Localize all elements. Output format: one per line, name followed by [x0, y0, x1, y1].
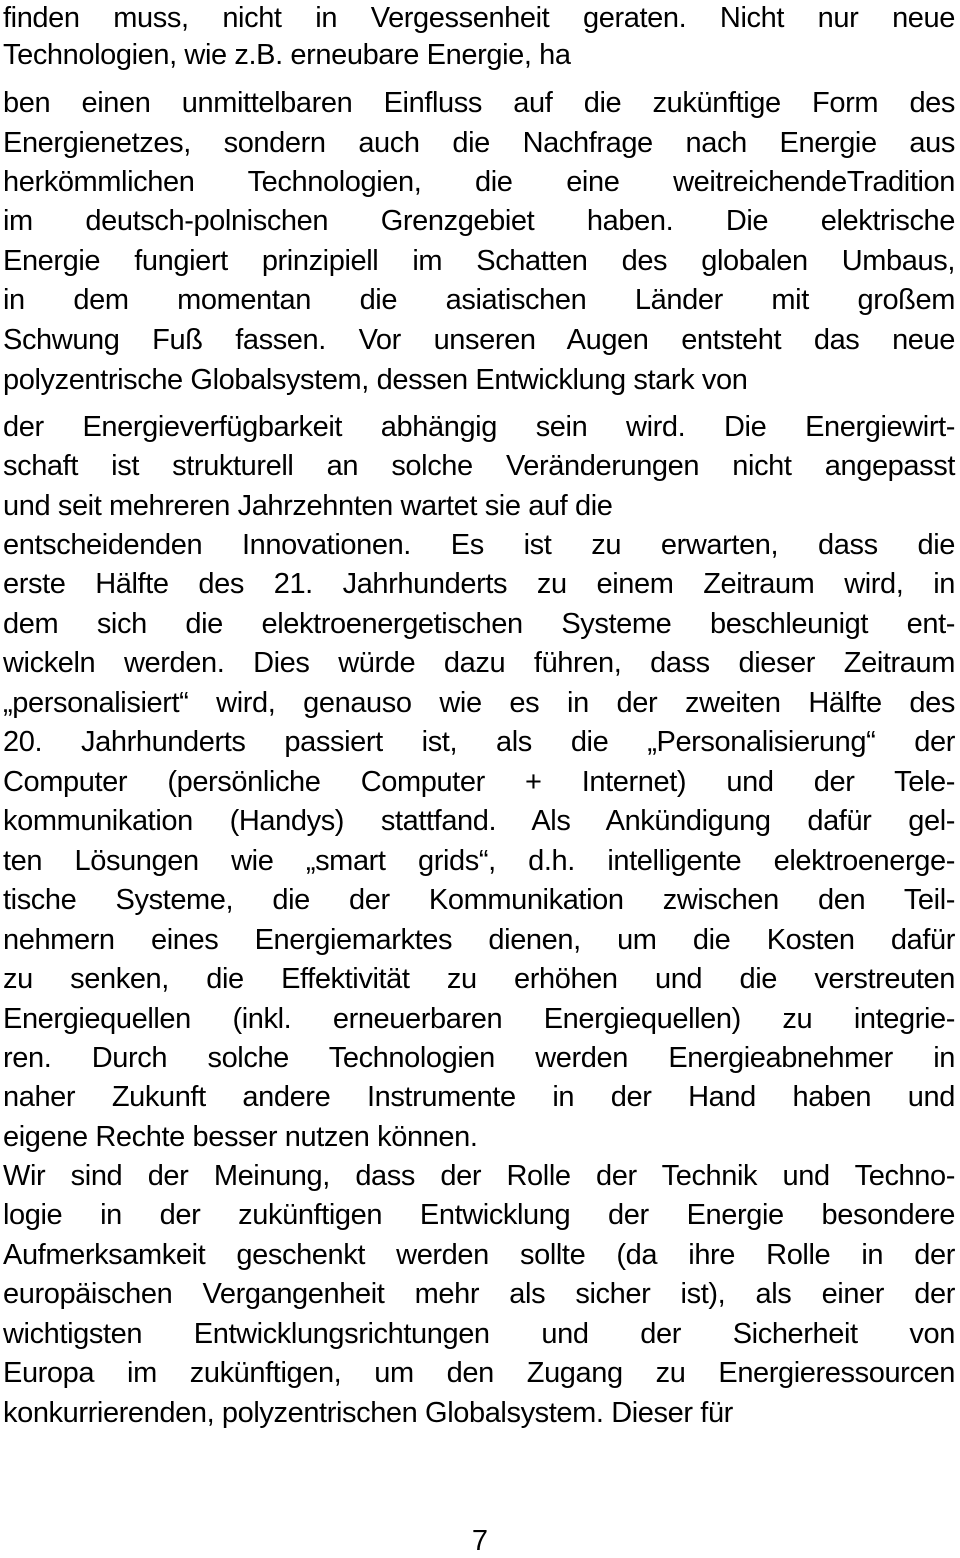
text-line: „personalisiert“ wird, genauso wie es in der zweiten Hälfte des [3, 687, 955, 719]
text-line: herkömmlichen Technologien, die eine weitreichendeTradition [3, 166, 955, 198]
text-line: und seit mehreren Jahrzehnten wartet sie auf die [3, 490, 613, 522]
text-line: wickeln werden. Dies würde dazu führen, dass dieser Zeitraum [3, 647, 955, 679]
text-line: 20. Jahrhunderts passiert ist, als die „Personalisierung“ der [3, 726, 955, 758]
text-line: Aufmerksamkeit geschenkt werden sollte (da ihre Rolle in der [3, 1239, 955, 1271]
text-line: Energienetzes, sondern auch die Nachfrage nach Energie aus [3, 127, 955, 159]
text-line: Energiequellen (inkl. erneuerbaren Energiequellen) zu integrie- [3, 1003, 955, 1035]
text-line: entscheidenden Innovationen. Es ist zu erwarten, dass die [3, 529, 955, 561]
text-line: naher Zukunft andere Instrumente in der Hand haben und [3, 1081, 955, 1113]
text-line: ten Lösungen wie „smart grids“, d.h. intelligente elektroenerge- [3, 845, 955, 877]
text-line: schaft ist strukturell an solche Veränderungen nicht angepasst [3, 450, 955, 482]
text-line: polyzentrische Globalsystem, dessen Entwicklung stark von [3, 364, 748, 396]
text-line: wichtigsten Entwicklungsrichtungen und der Sicherheit von [3, 1318, 955, 1350]
text-line: eigene Rechte besser nutzen können. [3, 1121, 478, 1153]
text-line: Technologien, wie z.B. erneubare Energie, ha [3, 39, 571, 71]
text-line: dem sich die elektroenergetischen Systeme beschleunigt ent- [3, 608, 955, 640]
text-line: kommunikation (Handys) stattfand. Als Ankündigung dafür gel- [3, 805, 955, 837]
text-line: im deutsch-polnischen Grenzgebiet haben. Die elektrische [3, 205, 955, 237]
text-line: der Energieverfügbarkeit abhängig sein wird. Die Energiewirt- [3, 411, 955, 443]
text-line: zu senken, die Effektivität zu erhöhen und die verstreuten [3, 963, 955, 995]
text-line: in dem momentan die asiatischen Länder mit großem [3, 284, 955, 316]
text-line: logie in der zukünftigen Entwicklung der Energie besondere [3, 1199, 955, 1231]
text-line: ren. Durch solche Technologien werden Energieabnehmer in [3, 1042, 955, 1074]
text-line: Energie fungiert prinzipiell im Schatten des globalen Umbaus, [3, 245, 955, 277]
text-line: europäischen Vergangenheit mehr als sicher ist), als einer der [3, 1278, 955, 1310]
text-line: konkurrierenden, polyzentrischen Globalsystem. Dieser für [3, 1397, 733, 1429]
text-line: nehmern eines Energiemarktes dienen, um die Kosten dafür [3, 924, 955, 956]
text-line: Europa im zukünftigen, um den Zugang zu Energieressourcen [3, 1357, 955, 1389]
page-number: 7 [471, 1525, 489, 1557]
text-line: erste Hälfte des 21. Jahrhunderts zu einem Zeitraum wird, in [3, 568, 955, 600]
text-line: Computer (persönliche Computer + Internet) und der Tele- [3, 766, 955, 798]
text-line: tische Systeme, die der Kommunikation zwischen den Teil- [3, 884, 955, 916]
text-line: ben einen unmittelbaren Einfluss auf die zukünftige Form des [3, 87, 955, 119]
text-line: Schwung Fuß fassen. Vor unseren Augen entsteht das neue [3, 324, 955, 356]
text-line: finden muss, nicht in Vergessenheit geraten. Nicht nur neue [3, 2, 955, 34]
text-line: Wir sind der Meinung, dass der Rolle der Technik und Techno- [3, 1160, 955, 1192]
